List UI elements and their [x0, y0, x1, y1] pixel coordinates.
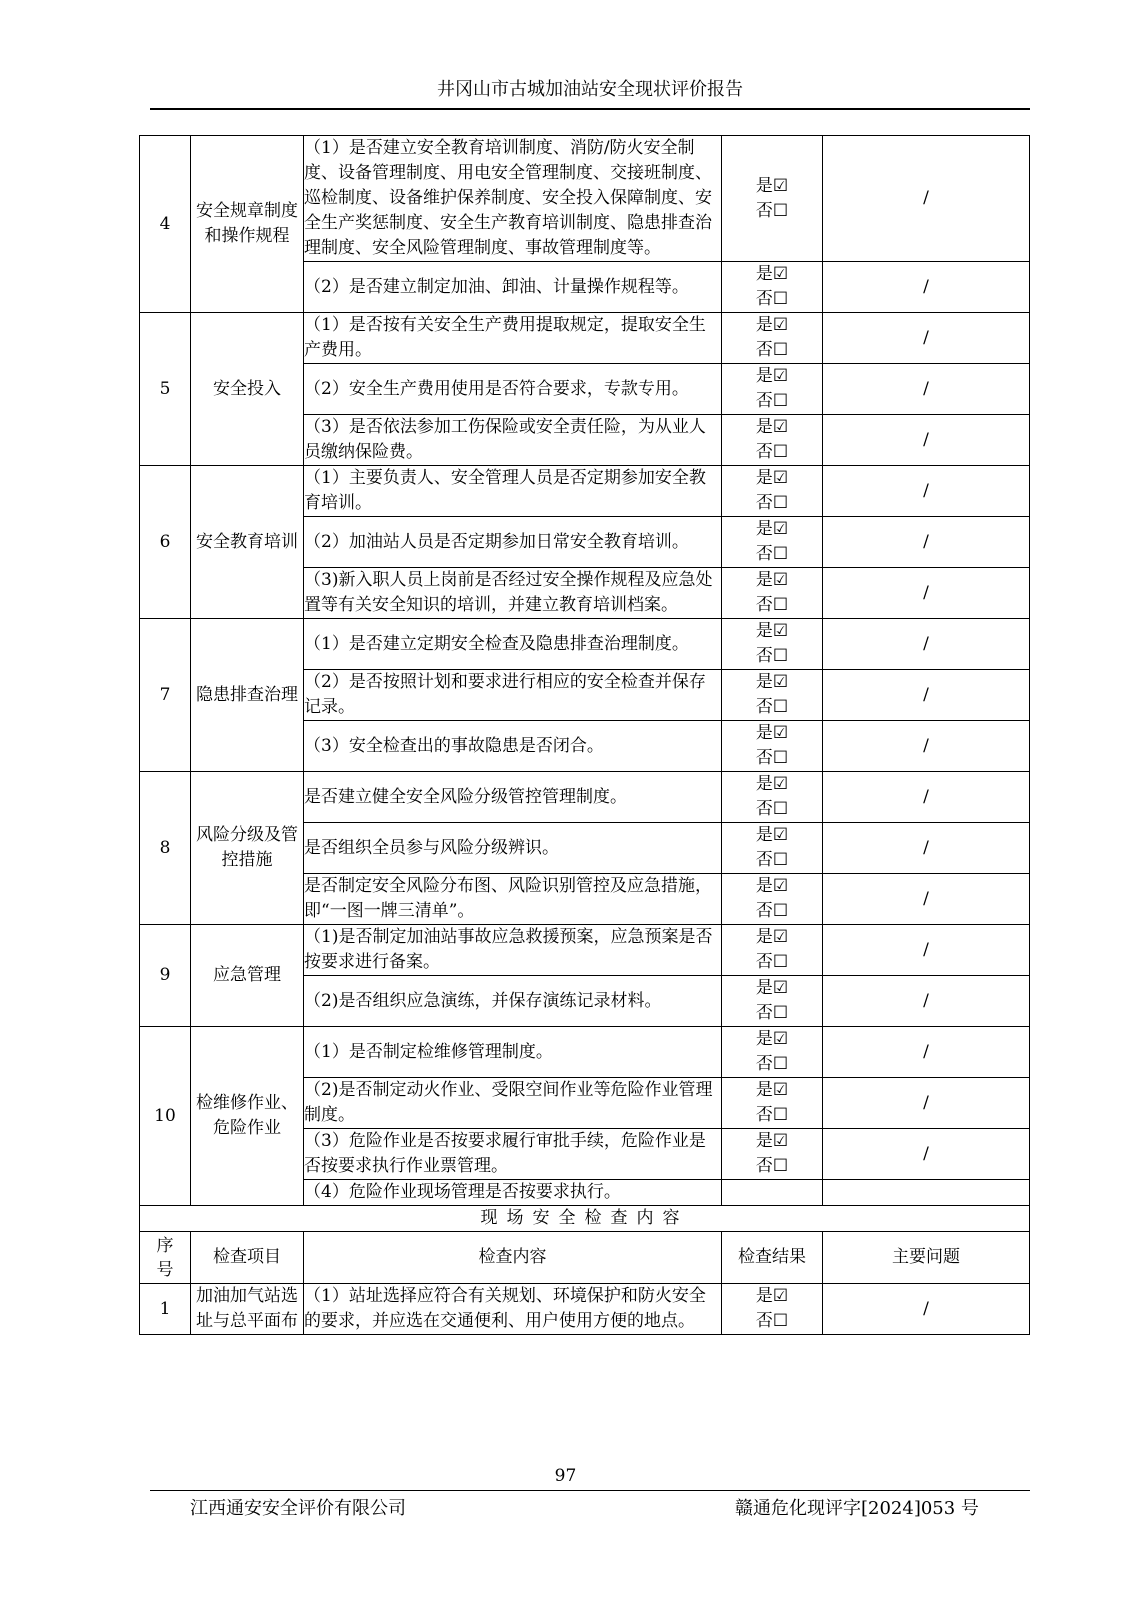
main-issue: / — [823, 136, 1030, 262]
table-row — [140, 1284, 1030, 1335]
page-number: 97 — [554, 1466, 577, 1486]
main-issue: / — [823, 1078, 1030, 1129]
check-content: 是否制定安全风险分布图、风险识别管控及应急措施，即“一图一牌三清单”。 — [304, 874, 722, 925]
main-issue: / — [823, 619, 1030, 670]
row-number: 10 — [140, 1027, 191, 1206]
check-content: （4）危险作业现场管理是否按要求执行。 — [304, 1180, 722, 1206]
check-result — [722, 772, 823, 823]
main-issue: / — [823, 313, 1030, 364]
table-row — [140, 619, 1030, 670]
column-header-row — [140, 1232, 1030, 1284]
inspection-table — [139, 135, 1030, 1335]
check-result — [722, 313, 823, 364]
result-no-checkbox: 否☐ — [755, 493, 789, 513]
check-content: （2）安全生产费用使用是否符合要求，专款专用。 — [304, 364, 722, 415]
check-result — [722, 517, 823, 568]
check-content: （1）站址选择应符合有关规划、环境保护和防火安全的要求，并应选在交通便利、用户使用方便的地点。 — [304, 1284, 722, 1335]
section-row — [140, 1206, 1030, 1232]
result-yes-checkbox: 是☑ — [755, 315, 789, 335]
main-issue: / — [823, 262, 1030, 313]
result-no-checkbox: 否☐ — [755, 391, 789, 411]
result-yes-checkbox: 是☑ — [755, 175, 789, 196]
result-yes-checkbox: 是☑ — [755, 825, 789, 845]
col-header-item: 检查项目 — [191, 1232, 304, 1284]
result-yes-checkbox: 是☑ — [755, 519, 789, 539]
table-row — [140, 772, 1030, 823]
check-result — [722, 874, 823, 925]
result-yes-checkbox: 是☑ — [755, 927, 789, 947]
row-number: 9 — [140, 925, 191, 1027]
main-issue: / — [823, 874, 1030, 925]
result-no-checkbox: 否☐ — [755, 289, 789, 309]
table-row — [140, 136, 1030, 262]
main-issue: / — [823, 466, 1030, 517]
main-issue — [823, 1180, 1030, 1206]
check-content: （2)是否组织应急演练，并保存演练记录材料。 — [304, 976, 722, 1027]
main-issue: / — [823, 772, 1030, 823]
check-item: 应急管理 — [191, 925, 304, 1027]
main-issue: / — [823, 1284, 1030, 1335]
main-issue: / — [823, 1027, 1030, 1078]
check-item: 安全规章制度和操作规程 — [191, 136, 304, 313]
check-item: 加油加气站选址与总平面布 — [191, 1284, 304, 1335]
footer-report-code: 赣通危化现评字[2024]053 号 — [735, 1498, 979, 1519]
check-item: 安全教育培训 — [191, 466, 304, 619]
result-yes-checkbox: 是☑ — [755, 774, 789, 794]
check-content: （1）是否制定检维修管理制度。 — [304, 1027, 722, 1078]
check-content: （2）加油站人员是否定期参加日常安全教育培训。 — [304, 517, 722, 568]
check-result — [722, 415, 823, 466]
result-yes-checkbox: 是☑ — [755, 264, 789, 284]
main-issue: / — [823, 670, 1030, 721]
check-result — [722, 976, 823, 1027]
check-result — [722, 670, 823, 721]
check-content: 是否组织全员参与风险分级辨识。 — [304, 823, 722, 874]
result-no-checkbox: 否☐ — [755, 544, 789, 564]
row-number: 7 — [140, 619, 191, 772]
check-result — [722, 136, 823, 262]
main-issue: / — [823, 415, 1030, 466]
result-yes-checkbox: 是☑ — [755, 621, 789, 641]
col-header-result: 检查结果 — [722, 1232, 823, 1284]
check-content: （3）安全检查出的事故隐患是否闭合。 — [304, 721, 722, 772]
check-content: （1）主要负责人、安全管理人员是否定期参加安全教育培训。 — [304, 466, 722, 517]
check-content: （1）是否按有关安全生产费用提取规定，提取安全生产费用。 — [304, 313, 722, 364]
check-content: （2）是否按照计划和要求进行相应的安全检查并保存记录。 — [304, 670, 722, 721]
row-number: 8 — [140, 772, 191, 925]
result-no-checkbox: 否☐ — [755, 646, 789, 666]
result-yes-checkbox: 是☑ — [755, 366, 789, 386]
result-yes-checkbox: 是☑ — [755, 1286, 789, 1306]
main-issue: / — [823, 568, 1030, 619]
col-header-content: 检查内容 — [304, 1232, 722, 1284]
check-result — [722, 1284, 823, 1335]
check-content: （1）是否建立安全教育培训制度、消防/防火安全制度、设备管理制度、用电安全管理制度、交接班制度、巡检制度、设备维护保养制度、安全投入保障制度、安全生产奖惩制度、安全生产教育培训制度、隐患排查治理制度、安全风险管理制度、事故管理制度等。 — [304, 136, 722, 262]
col-header-issue: 主要问题 — [823, 1232, 1030, 1284]
section-title: 现场安全检查内容 — [140, 1206, 1030, 1232]
row-number: 1 — [140, 1284, 191, 1335]
main-issue: / — [823, 1129, 1030, 1180]
check-content: （2)是否制定动火作业、受限空间作业等危险作业管理制度。 — [304, 1078, 722, 1129]
row-number: 6 — [140, 466, 191, 619]
result-no-checkbox: 否☐ — [755, 442, 789, 462]
check-result — [722, 823, 823, 874]
result-yes-checkbox: 是☑ — [755, 978, 789, 998]
result-yes-checkbox: 是☑ — [755, 1029, 789, 1049]
check-result — [722, 364, 823, 415]
page-header-title: 井冈山市古城加油站安全现状评价报告 — [437, 79, 743, 100]
result-no-checkbox: 否☐ — [755, 1156, 789, 1176]
row-number: 4 — [140, 136, 191, 313]
result-no-checkbox: 否☐ — [755, 1003, 789, 1023]
check-result — [722, 721, 823, 772]
main-issue: / — [823, 721, 1030, 772]
table-row — [140, 313, 1030, 364]
check-content: （3）是否依法参加工伤保险或安全责任险，为从业人员缴纳保险费。 — [304, 415, 722, 466]
check-content: （3)新入职人员上岗前是否经过安全操作规程及应急处置等有关安全知识的培训，并建立教育培训档案。 — [304, 568, 722, 619]
result-no-checkbox: 否☐ — [755, 1054, 789, 1074]
check-content: 是否建立健全安全风险分级管控管理制度。 — [304, 772, 722, 823]
result-no-checkbox: 否☐ — [755, 799, 789, 819]
result-yes-checkbox: 是☑ — [755, 723, 789, 743]
result-yes-checkbox: 是☑ — [755, 672, 789, 692]
check-content: （1)是否制定加油站事故应急救援预案，应急预案是否按要求进行备案。 — [304, 925, 722, 976]
table-row — [140, 466, 1030, 517]
check-item: 风险分级及管控措施 — [191, 772, 304, 925]
result-no-checkbox: 否☐ — [755, 595, 789, 615]
check-item: 隐患排查治理 — [191, 619, 304, 772]
main-issue: / — [823, 823, 1030, 874]
main-issue: / — [823, 976, 1030, 1027]
result-no-checkbox: 否☐ — [755, 200, 789, 221]
check-result — [722, 568, 823, 619]
row-number: 5 — [140, 313, 191, 466]
result-yes-checkbox: 是☑ — [755, 468, 789, 488]
result-no-checkbox: 否☐ — [755, 901, 789, 921]
header-rule — [150, 108, 1030, 110]
result-no-checkbox: 否☐ — [755, 697, 789, 717]
check-item: 安全投入 — [191, 313, 304, 466]
result-no-checkbox: 否☐ — [755, 952, 789, 972]
check-content: （3）危险作业是否按要求履行审批手续，危险作业是否按要求执行作业票管理。 — [304, 1129, 722, 1180]
result-no-checkbox: 否☐ — [755, 850, 789, 870]
check-result — [722, 466, 823, 517]
col-header-no: 序号 — [140, 1232, 191, 1284]
result-no-checkbox: 否☐ — [755, 340, 789, 360]
check-content: （2）是否建立制定加油、卸油、计量操作规程等。 — [304, 262, 722, 313]
check-result — [722, 1078, 823, 1129]
footer-rule — [150, 1490, 1030, 1491]
result-yes-checkbox: 是☑ — [755, 1131, 789, 1151]
check-item: 检维修作业、危险作业 — [191, 1027, 304, 1206]
result-yes-checkbox: 是☑ — [755, 1080, 789, 1100]
check-result — [722, 619, 823, 670]
main-issue: / — [823, 925, 1030, 976]
main-issue: / — [823, 517, 1030, 568]
result-yes-checkbox: 是☑ — [755, 417, 789, 437]
footer-company: 江西通安安全评价有限公司 — [190, 1498, 406, 1519]
check-result — [722, 925, 823, 976]
result-no-checkbox: 否☐ — [755, 748, 789, 768]
check-content: （1）是否建立定期安全检查及隐患排查治理制度。 — [304, 619, 722, 670]
check-result — [722, 1129, 823, 1180]
check-result — [722, 1180, 823, 1206]
result-yes-checkbox: 是☑ — [755, 876, 789, 896]
result-no-checkbox: 否☐ — [755, 1311, 789, 1331]
main-issue: / — [823, 364, 1030, 415]
table-row — [140, 925, 1030, 976]
check-result — [722, 262, 823, 313]
check-result — [722, 1027, 823, 1078]
result-yes-checkbox: 是☑ — [755, 570, 789, 590]
result-no-checkbox: 否☐ — [755, 1105, 789, 1125]
table-row — [140, 1027, 1030, 1078]
